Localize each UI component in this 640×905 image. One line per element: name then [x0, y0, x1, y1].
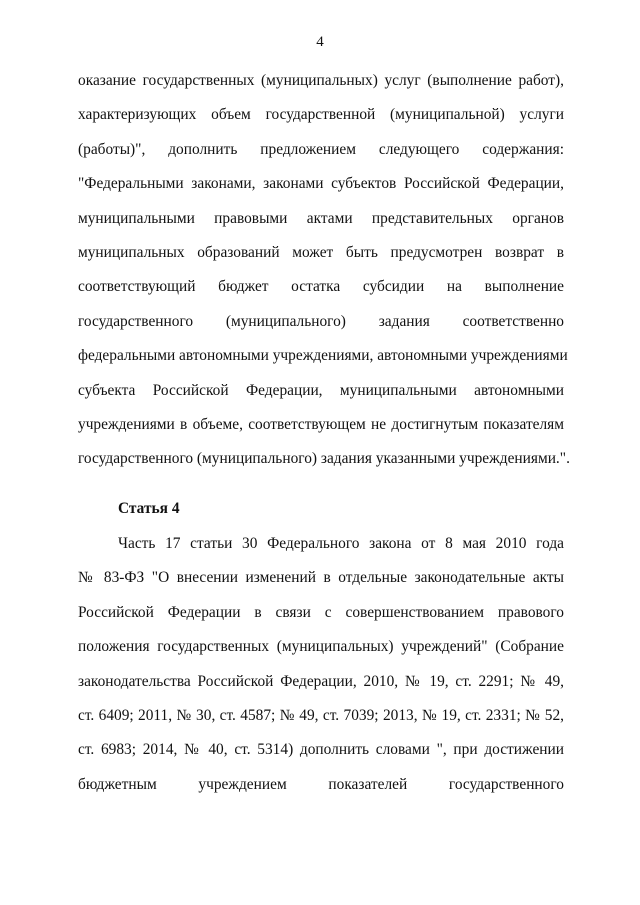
text-line: ст. 6409; 2011, № 30, ст. 4587; № 49, ст. 7039; 2013, № 19, ст. 2331; № 52,	[78, 706, 564, 724]
text-line: государственного (муниципального) задания указанными учреждениями.".	[78, 450, 570, 468]
article-heading: Статья 4	[118, 500, 180, 517]
text-line: ст. 6983; 2014, № 40, ст. 5314) дополнить словами ", при достижении	[78, 741, 564, 759]
text-line: Часть 17 статьи 30 Федерального закона от 8 мая 2010 года	[118, 535, 564, 552]
text-line: характеризующих объем государственной (муниципальной) услуги	[78, 106, 564, 124]
text-line: положения государственных (муниципальных) учреждений" (Собрание	[78, 638, 564, 656]
text-line: оказание государственных (муниципальных) услуг (выполнение работ),	[78, 72, 564, 89]
text-line: государственного (муниципального) задания соответственно	[78, 312, 564, 330]
text-line: Российской Федерации в связи с совершенствованием правового	[78, 603, 564, 621]
text-line: федеральными автономными учреждениями, автономными учреждениями	[78, 347, 568, 365]
text-line: муниципальными правовыми актами представительных органов	[78, 209, 564, 227]
text-line: законодательства Российской Федерации, 2010, № 19, ст. 2291; № 49,	[78, 672, 564, 690]
text-line: (работы)", дополнить предложением следующего содержания:	[78, 140, 564, 158]
paragraph-continuation	[78, 64, 570, 477]
text-line: бюджетным учреждением показателей государственного	[78, 775, 564, 793]
text-line: муниципальных образований может быть предусмотрен возврат в	[78, 243, 564, 261]
text-line: учреждениями в объеме, соответствующем не достигнутым показателям	[78, 415, 564, 433]
text-line: "Федеральными законами, законами субъектов Российской Федерации,	[78, 175, 564, 193]
article-body	[78, 527, 564, 802]
text-line: субъекта Российской Федерации, муниципальными автономными	[78, 381, 564, 399]
text-line: соответствующий бюджет остатка субсидии на выполнение	[78, 278, 564, 296]
text-line: № 83-ФЗ "О внесении изменений в отдельные законодательные акты	[78, 569, 564, 587]
page-number: 4	[316, 34, 324, 50]
